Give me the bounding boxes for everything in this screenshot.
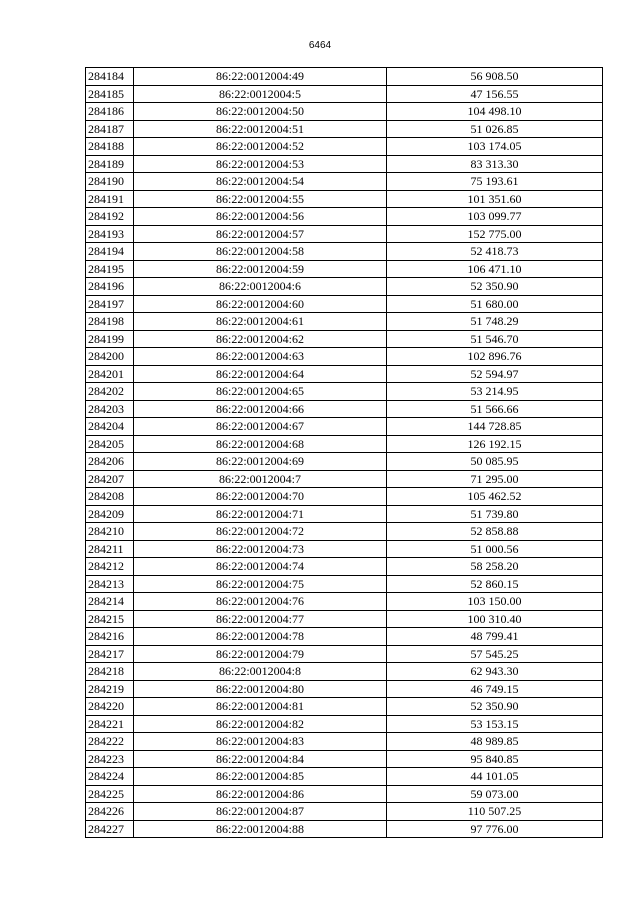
cadastral-number-cell: 86:22:0012004:53	[134, 155, 387, 173]
cadastral-number-cell: 86:22:0012004:49	[134, 68, 387, 86]
table-row	[86, 680, 603, 698]
table-row	[86, 365, 603, 383]
cadastral-number-cell: 86:22:0012004:61	[134, 313, 387, 331]
row-id-cell: 284203	[86, 400, 134, 418]
cadastral-number-cell: 86:22:0012004:64	[134, 365, 387, 383]
row-id-cell: 284218	[86, 663, 134, 681]
cadastral-number-cell: 86:22:0012004:84	[134, 750, 387, 768]
table-row	[86, 418, 603, 436]
cadastral-number-cell: 86:22:0012004:5	[134, 85, 387, 103]
row-id-cell: 284190	[86, 173, 134, 191]
cadastral-value-cell: 56 908.50	[387, 68, 603, 86]
cadastral-value-cell: 106 471.10	[387, 260, 603, 278]
table-row	[86, 138, 603, 156]
cadastral-value-cell: 83 313.30	[387, 155, 603, 173]
cadastral-value-cell: 58 258.20	[387, 558, 603, 576]
cadastral-value-cell: 51 680.00	[387, 295, 603, 313]
cadastral-number-cell: 86:22:0012004:70	[134, 488, 387, 506]
cadastral-value-cell: 51 566.66	[387, 400, 603, 418]
cadastral-number-cell: 86:22:0012004:57	[134, 225, 387, 243]
cadastral-value-cell: 52 860.15	[387, 575, 603, 593]
table-row	[86, 208, 603, 226]
row-id-cell: 284214	[86, 593, 134, 611]
row-id-cell: 284187	[86, 120, 134, 138]
cadastral-number-cell: 86:22:0012004:88	[134, 820, 387, 838]
cadastral-value-cell: 48 799.41	[387, 628, 603, 646]
cadastral-number-cell: 86:22:0012004:80	[134, 680, 387, 698]
cadastral-number-cell: 86:22:0012004:69	[134, 453, 387, 471]
cadastral-number-cell: 86:22:0012004:55	[134, 190, 387, 208]
table-row	[86, 505, 603, 523]
table-row	[86, 68, 603, 86]
table-row	[86, 470, 603, 488]
cadastral-value-cell: 47 156.55	[387, 85, 603, 103]
table-row	[86, 645, 603, 663]
row-id-cell: 284224	[86, 768, 134, 786]
cadastral-value-cell: 103 150.00	[387, 593, 603, 611]
table-row	[86, 820, 603, 838]
cadastral-value-cell: 44 101.05	[387, 768, 603, 786]
cadastral-number-cell: 86:22:0012004:51	[134, 120, 387, 138]
table-row	[86, 120, 603, 138]
cadastral-value-cell: 97 776.00	[387, 820, 603, 838]
row-id-cell: 284201	[86, 365, 134, 383]
cadastral-number-cell: 86:22:0012004:8	[134, 663, 387, 681]
row-id-cell: 284195	[86, 260, 134, 278]
cadastral-value-cell: 104 498.10	[387, 103, 603, 121]
cadastral-number-cell: 86:22:0012004:71	[134, 505, 387, 523]
cadastral-value-cell: 53 214.95	[387, 383, 603, 401]
row-id-cell: 284194	[86, 243, 134, 261]
cadastral-value-cell: 52 418.73	[387, 243, 603, 261]
table-row	[86, 750, 603, 768]
table-row	[86, 435, 603, 453]
cadastral-value-cell: 52 350.90	[387, 278, 603, 296]
cadastral-number-cell: 86:22:0012004:87	[134, 803, 387, 821]
cadastral-value-cell: 144 728.85	[387, 418, 603, 436]
table-row	[86, 575, 603, 593]
table-row	[86, 260, 603, 278]
row-id-cell: 284197	[86, 295, 134, 313]
row-id-cell: 284202	[86, 383, 134, 401]
cadastral-value-table	[85, 67, 603, 838]
table-row	[86, 330, 603, 348]
cadastral-number-cell: 86:22:0012004:67	[134, 418, 387, 436]
cadastral-value-cell: 101 351.60	[387, 190, 603, 208]
row-id-cell: 284208	[86, 488, 134, 506]
row-id-cell: 284184	[86, 68, 134, 86]
cadastral-value-cell: 126 192.15	[387, 435, 603, 453]
table-row	[86, 523, 603, 541]
table-row	[86, 558, 603, 576]
cadastral-number-cell: 86:22:0012004:63	[134, 348, 387, 366]
cadastral-number-cell: 86:22:0012004:52	[134, 138, 387, 156]
cadastral-value-cell: 51 546.70	[387, 330, 603, 348]
cadastral-number-cell: 86:22:0012004:65	[134, 383, 387, 401]
table-row	[86, 190, 603, 208]
table-row	[86, 610, 603, 628]
cadastral-value-cell: 46 749.15	[387, 680, 603, 698]
row-id-cell: 284186	[86, 103, 134, 121]
row-id-cell: 284210	[86, 523, 134, 541]
table-row	[86, 85, 603, 103]
row-id-cell: 284212	[86, 558, 134, 576]
cadastral-number-cell: 86:22:0012004:78	[134, 628, 387, 646]
row-id-cell: 284192	[86, 208, 134, 226]
cadastral-number-cell: 86:22:0012004:74	[134, 558, 387, 576]
table-row	[86, 803, 603, 821]
row-id-cell: 284204	[86, 418, 134, 436]
row-id-cell: 284199	[86, 330, 134, 348]
cadastral-value-cell: 105 462.52	[387, 488, 603, 506]
table-row	[86, 383, 603, 401]
cadastral-value-cell: 51 000.56	[387, 540, 603, 558]
cadastral-number-cell: 86:22:0012004:50	[134, 103, 387, 121]
table-row	[86, 540, 603, 558]
cadastral-number-cell: 86:22:0012004:68	[134, 435, 387, 453]
row-id-cell: 284200	[86, 348, 134, 366]
cadastral-number-cell: 86:22:0012004:7	[134, 470, 387, 488]
row-id-cell: 284193	[86, 225, 134, 243]
row-id-cell: 284219	[86, 680, 134, 698]
cadastral-value-cell: 53 153.15	[387, 715, 603, 733]
table-row	[86, 103, 603, 121]
cadastral-value-cell: 48 989.85	[387, 733, 603, 751]
cadastral-number-cell: 86:22:0012004:59	[134, 260, 387, 278]
cadastral-number-cell: 86:22:0012004:85	[134, 768, 387, 786]
table-row	[86, 785, 603, 803]
cadastral-value-cell: 102 896.76	[387, 348, 603, 366]
cadastral-number-cell: 86:22:0012004:82	[134, 715, 387, 733]
cadastral-number-cell: 86:22:0012004:73	[134, 540, 387, 558]
cadastral-value-cell: 57 545.25	[387, 645, 603, 663]
cadastral-value-cell: 51 748.29	[387, 313, 603, 331]
row-id-cell: 284206	[86, 453, 134, 471]
cadastral-number-cell: 86:22:0012004:81	[134, 698, 387, 716]
cadastral-value-cell: 51 026.85	[387, 120, 603, 138]
cadastral-number-cell: 86:22:0012004:56	[134, 208, 387, 226]
cadastral-number-cell: 86:22:0012004:72	[134, 523, 387, 541]
cadastral-number-cell: 86:22:0012004:62	[134, 330, 387, 348]
row-id-cell: 284205	[86, 435, 134, 453]
cadastral-value-cell: 110 507.25	[387, 803, 603, 821]
row-id-cell: 284191	[86, 190, 134, 208]
row-id-cell: 284198	[86, 313, 134, 331]
row-id-cell: 284220	[86, 698, 134, 716]
table-row	[86, 155, 603, 173]
cadastral-value-cell: 71 295.00	[387, 470, 603, 488]
table-row	[86, 400, 603, 418]
row-id-cell: 284227	[86, 820, 134, 838]
row-id-cell: 284223	[86, 750, 134, 768]
row-id-cell: 284209	[86, 505, 134, 523]
page-number: 6464	[308, 40, 332, 51]
table-row	[86, 453, 603, 471]
cadastral-number-cell: 86:22:0012004:79	[134, 645, 387, 663]
cadastral-number-cell: 86:22:0012004:54	[134, 173, 387, 191]
cadastral-number-cell: 86:22:0012004:75	[134, 575, 387, 593]
table-row	[86, 295, 603, 313]
cadastral-value-cell: 59 073.00	[387, 785, 603, 803]
cadastral-value-cell: 62 943.30	[387, 663, 603, 681]
table-row	[86, 488, 603, 506]
table-row	[86, 663, 603, 681]
cadastral-value-cell: 75 193.61	[387, 173, 603, 191]
cadastral-number-cell: 86:22:0012004:76	[134, 593, 387, 611]
cadastral-number-cell: 86:22:0012004:6	[134, 278, 387, 296]
table-row	[86, 768, 603, 786]
row-id-cell: 284189	[86, 155, 134, 173]
cadastral-value-cell: 100 310.40	[387, 610, 603, 628]
row-id-cell: 284225	[86, 785, 134, 803]
row-id-cell: 284222	[86, 733, 134, 751]
row-id-cell: 284213	[86, 575, 134, 593]
cadastral-value-cell: 103 099.77	[387, 208, 603, 226]
cadastral-value-cell: 52 858.88	[387, 523, 603, 541]
cadastral-number-cell: 86:22:0012004:60	[134, 295, 387, 313]
table-row	[86, 593, 603, 611]
row-id-cell: 284221	[86, 715, 134, 733]
table-row	[86, 243, 603, 261]
row-id-cell: 284216	[86, 628, 134, 646]
row-id-cell: 284188	[86, 138, 134, 156]
cadastral-number-cell: 86:22:0012004:77	[134, 610, 387, 628]
table-row	[86, 628, 603, 646]
cadastral-number-cell: 86:22:0012004:83	[134, 733, 387, 751]
table-row	[86, 278, 603, 296]
table-row	[86, 698, 603, 716]
cadastral-value-cell: 52 594.97	[387, 365, 603, 383]
row-id-cell: 284211	[86, 540, 134, 558]
table-row	[86, 733, 603, 751]
cadastral-value-cell: 50 085.95	[387, 453, 603, 471]
row-id-cell: 284217	[86, 645, 134, 663]
table-row	[86, 348, 603, 366]
row-id-cell: 284215	[86, 610, 134, 628]
row-id-cell: 284196	[86, 278, 134, 296]
cadastral-number-cell: 86:22:0012004:58	[134, 243, 387, 261]
row-id-cell: 284207	[86, 470, 134, 488]
cadastral-value-cell: 103 174.05	[387, 138, 603, 156]
cadastral-number-cell: 86:22:0012004:66	[134, 400, 387, 418]
table-row	[86, 313, 603, 331]
row-id-cell: 284226	[86, 803, 134, 821]
table-row	[86, 225, 603, 243]
cadastral-value-cell: 152 775.00	[387, 225, 603, 243]
table-row	[86, 715, 603, 733]
cadastral-value-cell: 95 840.85	[387, 750, 603, 768]
table-body	[86, 68, 603, 838]
table-row	[86, 173, 603, 191]
cadastral-value-cell: 52 350.90	[387, 698, 603, 716]
cadastral-number-cell: 86:22:0012004:86	[134, 785, 387, 803]
cadastral-value-cell: 51 739.80	[387, 505, 603, 523]
row-id-cell: 284185	[86, 85, 134, 103]
